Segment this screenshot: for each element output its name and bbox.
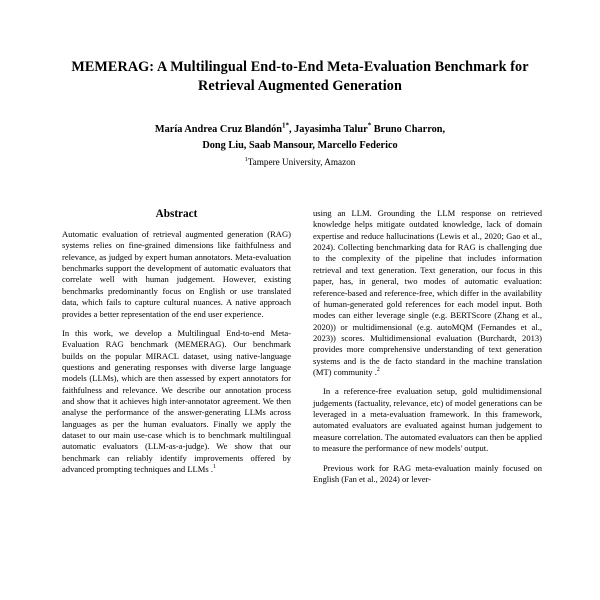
footnote-marker-1: 1 — [212, 464, 216, 471]
abstract-paragraph-text: In this work, we develop a Multilingual End-to-end Meta-Evaluation RAG benchmark (MEMERAG). Our benchmark builds on the popular MIRACL dataset, using native-language questions and generating responses with diverse large language models (LLMs), which are then assessed by expert annotators for faithfulness and relevance. We describe our annotation process and show that it achieves high inter-annotator agreement. We then analyse the performance of the answer-generating LLMs across languages as per the human evaluators. Finally we apply the dataset to our main use-case which is to benchmark multilingual automatic evaluators (LLM-as-a-judge). We show that our benchmark can reliably identify improvements offered by advanced prompting techniques and LLMs . — [62, 327, 291, 475]
body-paragraph — [313, 208, 542, 378]
affiliation — [62, 156, 538, 169]
left-column — [62, 208, 291, 493]
author-names-1c: Bruno Charron, — [371, 124, 446, 136]
footnote-marker-2: 2 — [376, 367, 380, 374]
affiliation-marker: 1 — [244, 156, 248, 164]
author-list — [62, 122, 538, 153]
right-column — [313, 208, 542, 493]
author-name-1: María Andrea Cruz Blandón — [154, 124, 282, 136]
body-paragraph: Previous work for RAG meta-evaluation mainly focused on English (Fan et al., 2024) or lever- — [313, 462, 542, 484]
author-line-2: Dong Liu, Saab Mansour, Marcello Federico — [202, 139, 398, 151]
abstract-paragraph: Automatic evaluation of retrieval augmented generation (RAG) systems relies on fine-grained dimensions like faithfulness and relevance, as judged by expert human annotators. Meta-evaluation benchmarks support the development of automatic evaluators that correlate well with human judgement. However, existing benchmarks predominantly focus on English or use translated data, which fails to capture cultural nuances. A native approach provides a better representation of the end user experience. — [62, 229, 291, 319]
affiliation-text: Tampere University, Amazon — [247, 157, 356, 168]
body-paragraph: In a reference-free evaluation setup, gold multidimensional judgements (factuality, relevance, etc) of model generations can be leveraged in a meta-evaluation framework. In this framework, automated evaluators are evaluated against human judgement to measure correlation. The automated evaluators can then be applied to measure the performance of new models' output. — [313, 386, 542, 454]
abstract-heading: Abstract — [155, 208, 198, 220]
title-block — [0, 0, 600, 169]
author-line-1 — [62, 122, 538, 137]
author-names-1b: , Jayasimha Talur — [289, 124, 368, 136]
author-affil-marker-1: 1* — [282, 121, 289, 130]
author-affil-marker-2: * — [367, 121, 372, 130]
body-paragraph-text: using an LLM. Grounding the LLM response on retrieved knowledge helps mitigate outdated knowledge, lack of domain expertise and reduce hallucinations (Lewis et al., 2020; Gao et al., 2024). Collecting benchmarking data for RAG is challenging due to the complexity of the pipeline that includes information retrieval and text generation. Text generation, our focus in this paper, has, in general, two modes of automatic evaluation: reference-based and reference-free, which differ in the availability of human-generated gold references for each model input. Both modes can either leverage single (e.g. BERTScore (Zhang et al., 2020)) or multidimensional (e.g. autoMQM (Fernandes et al., 2023)) scores. Multidimensional evaluation (Burchardt, 2013) provides more comprehensive understanding of text generation systems and is the de facto standard in the machine translation (MT) community . — [313, 208, 542, 378]
page-title: MEMERAG: A Multilingual End-to-End Meta-Evaluation Benchmark for Retrieval Augmented Generation — [71, 59, 529, 95]
two-column-body — [62, 208, 542, 493]
abstract-paragraph — [62, 328, 291, 476]
